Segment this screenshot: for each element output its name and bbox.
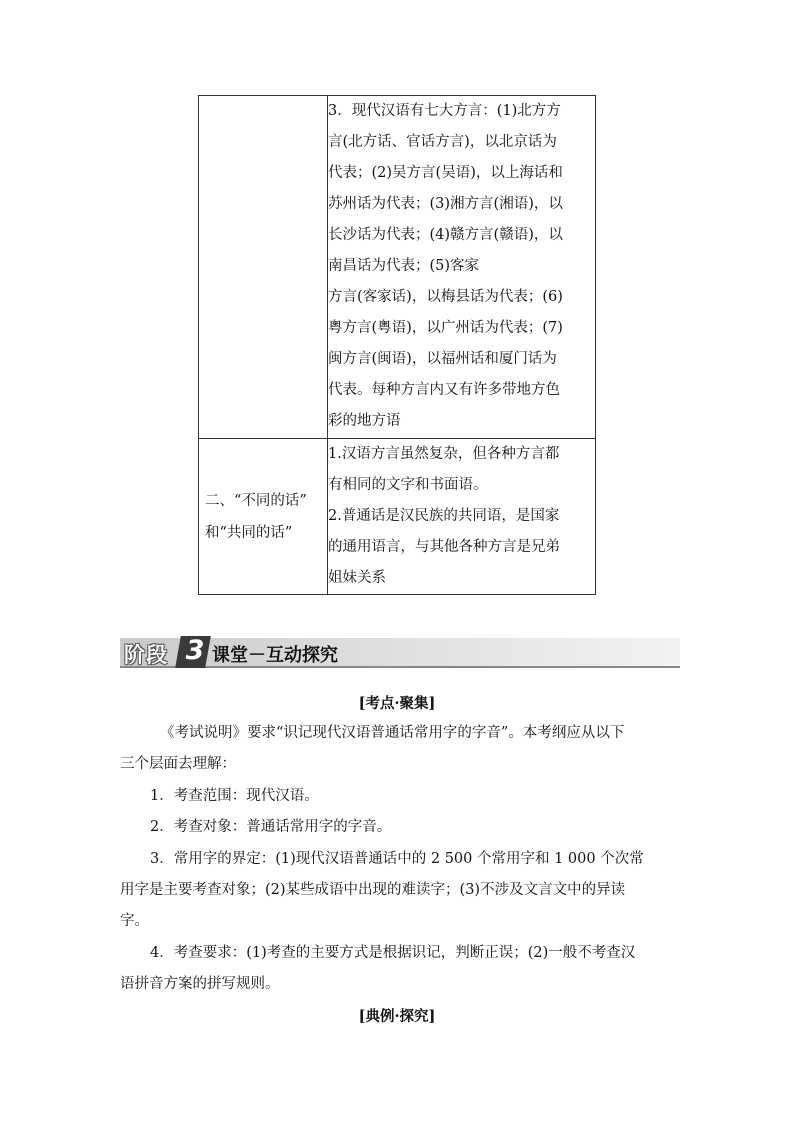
cell-line: 二、“不同的话” [205,492,307,509]
stage-label: 阶段 [124,643,168,667]
cell-line: 闽方言(闽语)，以福州话和厦门话为 [328,351,557,367]
cell-line: 3．现代汉语有七大方言：(1)北方方 [328,103,561,119]
cell-line: 方言(客家话)，以梅县话为代表；(6) [328,289,563,305]
cell-line: 和“共同的话” [205,524,293,541]
cell-line: 长沙话为代表；(4)赣方言(赣语)，以 [328,227,563,243]
cell-line: 南昌话为代表；(5)客家 [328,258,480,274]
banner-title: 课堂－互动探究 [212,645,338,666]
cell-line: 彩的地方语 [328,413,401,429]
paragraph-line: 字。 [120,913,149,929]
paragraph-line: 4．考查要求：(1)考查的主要方式是根据识记，判断正误；(2)一般不考查汉 [150,945,636,961]
paragraph-line: 用字是主要考查对象；(2)某些成语中出现的难读字；(3)不涉及文言文中的异读 [120,882,626,898]
cell-line: 姐妹关系 [328,570,386,586]
cell-line: 言(北方话、官话方言)，以北京话为 [328,134,557,150]
cell-line: 代表。每种方言内又有许多带地方色 [328,382,560,398]
section-heading-key-points: [考点·聚集] [358,695,436,712]
cell-line: 粤方言(粤语)，以广州话为代表；(7) [328,320,563,336]
cell-line: 苏州话为代表；(3)湘方言(湘语)，以 [328,196,563,212]
cell-line: 有相同的文字和书面语。 [328,477,488,493]
paragraph-line: 《考试说明》要求“识记现代汉语普通话常用字的字音”。本考纲应从以下 [160,725,625,741]
paragraph-line: 1．考查范围：现代汉语。 [150,788,319,804]
table-row [199,96,596,439]
section-banner [120,635,680,670]
cell-line: 1.汉语方言虽然复杂，但各种方言都 [328,446,560,462]
table-row [199,439,596,595]
table-cell-topic [199,439,328,595]
paragraph-line: 3．常用字的界定：(1)现代汉语普通话中的 2 500 个常用字和 1 000 个次常 [150,851,644,867]
cell-line: 代表；(2)吴方言(吴语)，以上海话和 [328,165,563,181]
table-cell-common-language [328,439,596,595]
paragraph-line: 2．考查对象：普通话常用字的字音。 [150,819,392,835]
table-cell-left-empty [199,96,328,439]
paragraph-line: 三个层面去理解： [120,756,236,772]
section-heading-examples: [典例·探究] [358,1008,436,1025]
table-cell-dialects [328,96,596,439]
stage-number: 3 [185,635,205,666]
cell-line: 2.普通话是汉民族的共同语，是国家 [328,508,560,524]
cell-line: 的通用语言，与其他各种方言是兄弟 [328,539,560,555]
content-table [198,95,596,595]
paragraph-line: 语拼音方案的拼写规则。 [120,976,280,992]
